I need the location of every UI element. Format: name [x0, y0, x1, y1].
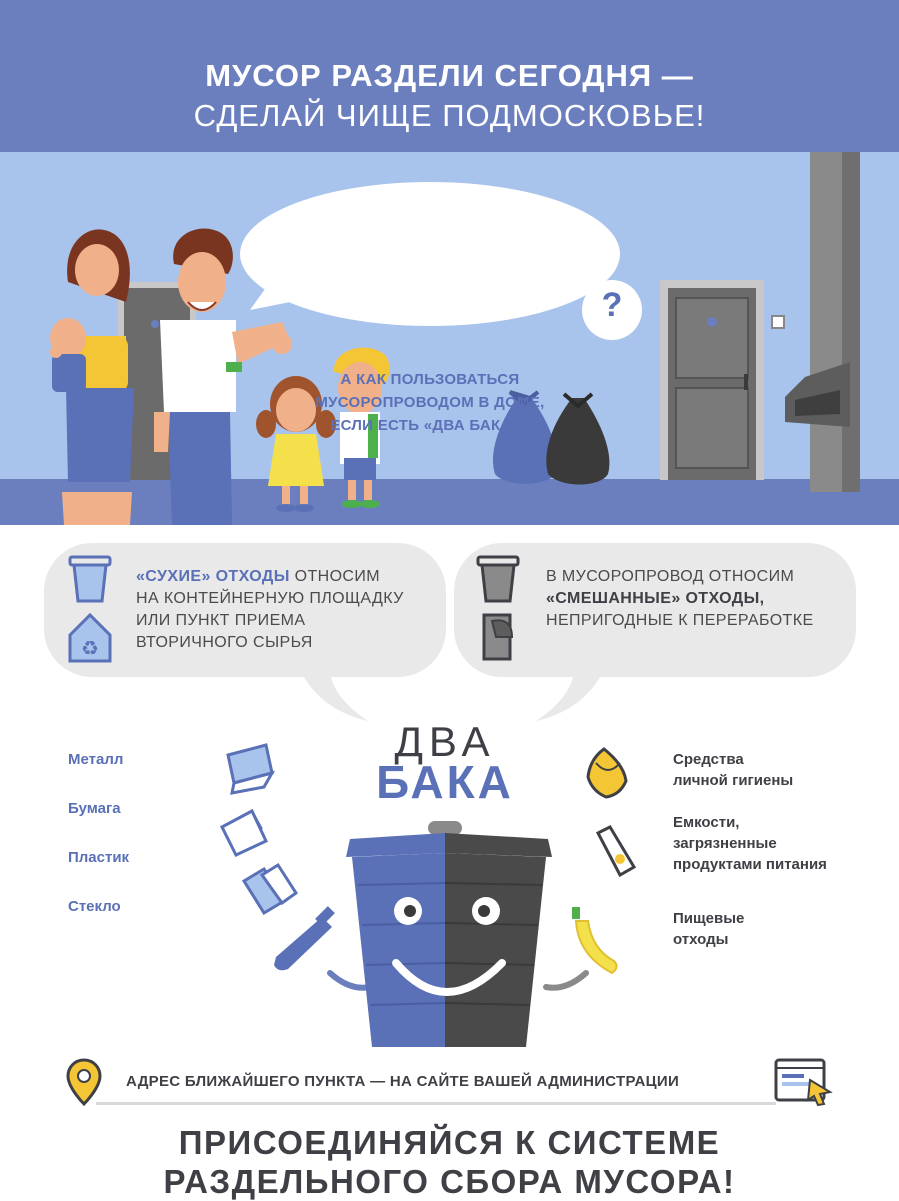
mixed-waste-info	[546, 566, 846, 632]
gray-bin-icon	[478, 557, 518, 601]
dry-panel-icons	[66, 553, 116, 665]
logo-baka: БАКА	[376, 756, 514, 808]
speech-line-2: МУСОРОПРОВОДОМ В ДОМЕ,	[315, 394, 545, 411]
category-food-waste	[673, 908, 744, 950]
banana-icon	[572, 907, 617, 973]
mixed-panel-icons	[474, 553, 524, 665]
category-containers-line1: Емкости,	[673, 814, 740, 831]
category-hygiene-line2: личной гигиены	[673, 772, 794, 789]
cta-line1: ПРИСОЕДИНЯЙСЯ К СИСТЕМЕ	[178, 1124, 721, 1161]
dry-waste-highlight: «СУХИЕ» ОТХОДЫ	[136, 568, 290, 585]
category-food-line1: Пищевые	[673, 910, 745, 927]
corridor-scene	[0, 152, 899, 525]
speech-line-3: ЕСЛИ ЕСТЬ «ДВА БАКА»?	[330, 417, 530, 434]
mixed-waste-line3: НЕПРИГОДНЫЕ К ПЕРЕРАБОТКЕ	[546, 612, 814, 629]
plastic-bottles-icon	[244, 865, 296, 913]
metal-can-icon	[228, 745, 272, 793]
recycling-house-icon	[70, 615, 110, 661]
website-cursor-icon	[774, 1058, 834, 1106]
category-dirty-containers	[673, 812, 827, 875]
dry-waste-info	[136, 566, 446, 654]
address-divider	[96, 1102, 776, 1105]
question-mark: ?	[601, 286, 623, 324]
dry-waste-line3: ИЛИ ПУНКТ ПРИЕМА	[136, 612, 306, 629]
two-bins-illustration	[200, 735, 640, 1055]
header-banner	[0, 0, 899, 152]
mixed-waste-line1: В МУСОРОПРОВОД ОТНОСИМ	[546, 568, 795, 585]
dry-waste-line1: ОТНОСИМ	[289, 568, 381, 585]
svg-text:♻: ♻	[81, 636, 99, 660]
speech-line-1: А КАК ПОЛЬЗОВАТЬСЯ	[340, 371, 520, 388]
paper-icon	[222, 811, 266, 855]
logo-dva: ДВА	[394, 718, 496, 765]
glass-bottle-icon	[274, 906, 335, 970]
blue-bin-icon	[70, 557, 110, 601]
category-hygiene-line1: Средства	[673, 751, 744, 768]
corridor-illustration	[0, 152, 899, 525]
dirty-container-icon	[598, 827, 634, 875]
garbage-chute-icon	[484, 615, 512, 659]
dry-waste-line2: НА КОНТЕЙНЕРНУЮ ПЛОЩАДКУ	[136, 590, 404, 607]
category-paper: Бумага	[68, 800, 121, 817]
category-plastic: Пластик	[68, 849, 130, 866]
category-containers-line3: продуктами питания	[673, 856, 827, 873]
category-metal: Металл	[68, 751, 124, 768]
mixed-waste-highlight: «СМЕШАННЫЕ» ОТХОДЫ,	[546, 590, 765, 607]
category-food-line2: отходы	[673, 931, 729, 948]
dry-waste-line4: ВТОРИЧНОГО СЫРЬЯ	[136, 634, 313, 651]
speech-text	[275, 368, 585, 437]
category-hygiene	[673, 749, 793, 791]
category-glass: Стекло	[68, 898, 121, 915]
header-title-line1: МУСОР РАЗДЕЛИ СЕГОДНЯ —	[205, 58, 694, 93]
location-pin-icon	[66, 1058, 102, 1108]
category-containers-line2: загрязненные	[673, 835, 777, 852]
header-title-line2: СДЕЛАЙ ЧИЩЕ ПОДМОСКОВЬЕ!	[193, 98, 706, 133]
door-icon	[660, 280, 764, 480]
cta-line2: РАЗДЕЛЬНОГО СБОРА МУСОРА!	[163, 1163, 736, 1200]
address-notice: АДРЕС БЛИЖАЙШЕГО ПУНКТА — НА САЙТЕ ВАШЕЙ АДМИНИСТРАЦИИ	[126, 1073, 680, 1090]
diaper-icon	[588, 749, 626, 797]
